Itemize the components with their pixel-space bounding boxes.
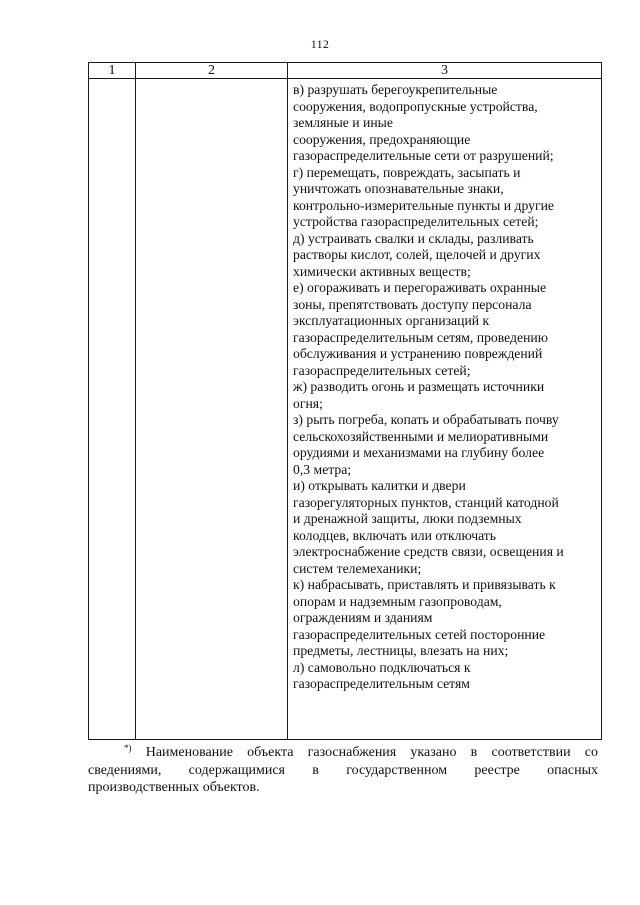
list-item-line: ограждениям и зданиям [293, 610, 433, 625]
list-item-line: и дренажной защиты, люки подземных [293, 511, 522, 526]
footnote-marker: *) [124, 743, 132, 753]
column-header-1: 1 [89, 63, 136, 79]
list-item-line: колодцев, включать или отключать [293, 527, 497, 543]
list-item-line: электроснабжение средств связи, освещения и [293, 544, 564, 559]
list-item-line: зоны, препятствовать доступу персонала [293, 296, 532, 312]
page-number: 112 [310, 37, 330, 51]
table-header-row [89, 63, 602, 79]
list-item-line: к) набрасывать, приставлять и привязывать к [293, 577, 556, 592]
prohibitions-list-cell [288, 79, 602, 740]
column-2-cell [136, 79, 288, 740]
list-item-line: обслуживания и устранению повреждений [293, 346, 543, 361]
list-item-line: систем телемеханики; [293, 560, 422, 576]
list-item-line: устройства газораспределительных сетей; [293, 214, 539, 229]
list-item-line: орудиями и механизмами на глубину более [293, 445, 545, 460]
table-row [89, 79, 602, 740]
list-item-line: и) открывать калитки и двери [293, 478, 466, 493]
footnote-line-1: Наименование объекта газоснабжения указано в соответствии со [145, 745, 598, 760]
footnote-line-2: сведениями, содержащимися в государственном реестре опасных [88, 762, 598, 778]
list-item-line: земляные и иные [293, 115, 393, 130]
list-item-line: сооружения, водопропускные устройства, [293, 98, 538, 114]
list-item-line: 0,3 метра; [293, 461, 352, 477]
list-item-line: газораспределительных сетей; [293, 362, 471, 378]
list-item-line: химически активных веществ; [293, 263, 471, 279]
list-item-line: газораспределительные сети от разрушений; [293, 148, 554, 163]
list-item-line: д) устраивать свалки и склады, разливать [293, 230, 534, 246]
list-item-line: контрольно-измерительные пункты и другие [293, 197, 554, 213]
document-table [88, 62, 602, 740]
list-item-line: сельскохозяйственными и мелиоративными [293, 428, 549, 444]
column-header-3: 3 [288, 63, 602, 79]
list-item-line: растворы кислот, солей, щелочей и других [293, 247, 541, 262]
list-item-line: газорегуляторных пунктов, станций катодной [293, 494, 559, 510]
list-item-line: газораспределительным сетям, проведению [293, 329, 548, 345]
list-item-line: л) самовольно подключаться к [293, 659, 471, 675]
footnote [88, 740, 598, 797]
footnote-line-3: производственных объектов. [88, 780, 260, 795]
list-item-line: ж) разводить огонь и размещать источники [293, 379, 545, 394]
list-item-line: газораспределительным сетям [293, 676, 470, 691]
list-item-line: уничтожать опознавательные знаки, [293, 181, 504, 196]
list-item-line: огня; [293, 395, 323, 411]
list-item-line: е) огораживать и перегораживать охранные [293, 280, 547, 295]
list-item-line: газораспределительных сетей посторонние [293, 626, 546, 642]
list-item-line: в) разрушать берегоукрепительные [293, 82, 498, 97]
list-item-line: опорам и надземным газопроводам, [293, 593, 502, 609]
list-item-line: предметы, лестницы, влезать на них; [293, 643, 509, 658]
list-item-line: з) рыть погреба, копать и обрабатывать почву [293, 412, 559, 427]
list-item-line: сооружения, предохраняющие [293, 131, 471, 147]
column-header-2: 2 [136, 63, 288, 79]
column-1-cell [89, 79, 136, 740]
list-item-line: эксплуатационных организаций к [293, 313, 490, 328]
list-item-line: г) перемещать, повреждать, засыпать и [293, 164, 521, 180]
